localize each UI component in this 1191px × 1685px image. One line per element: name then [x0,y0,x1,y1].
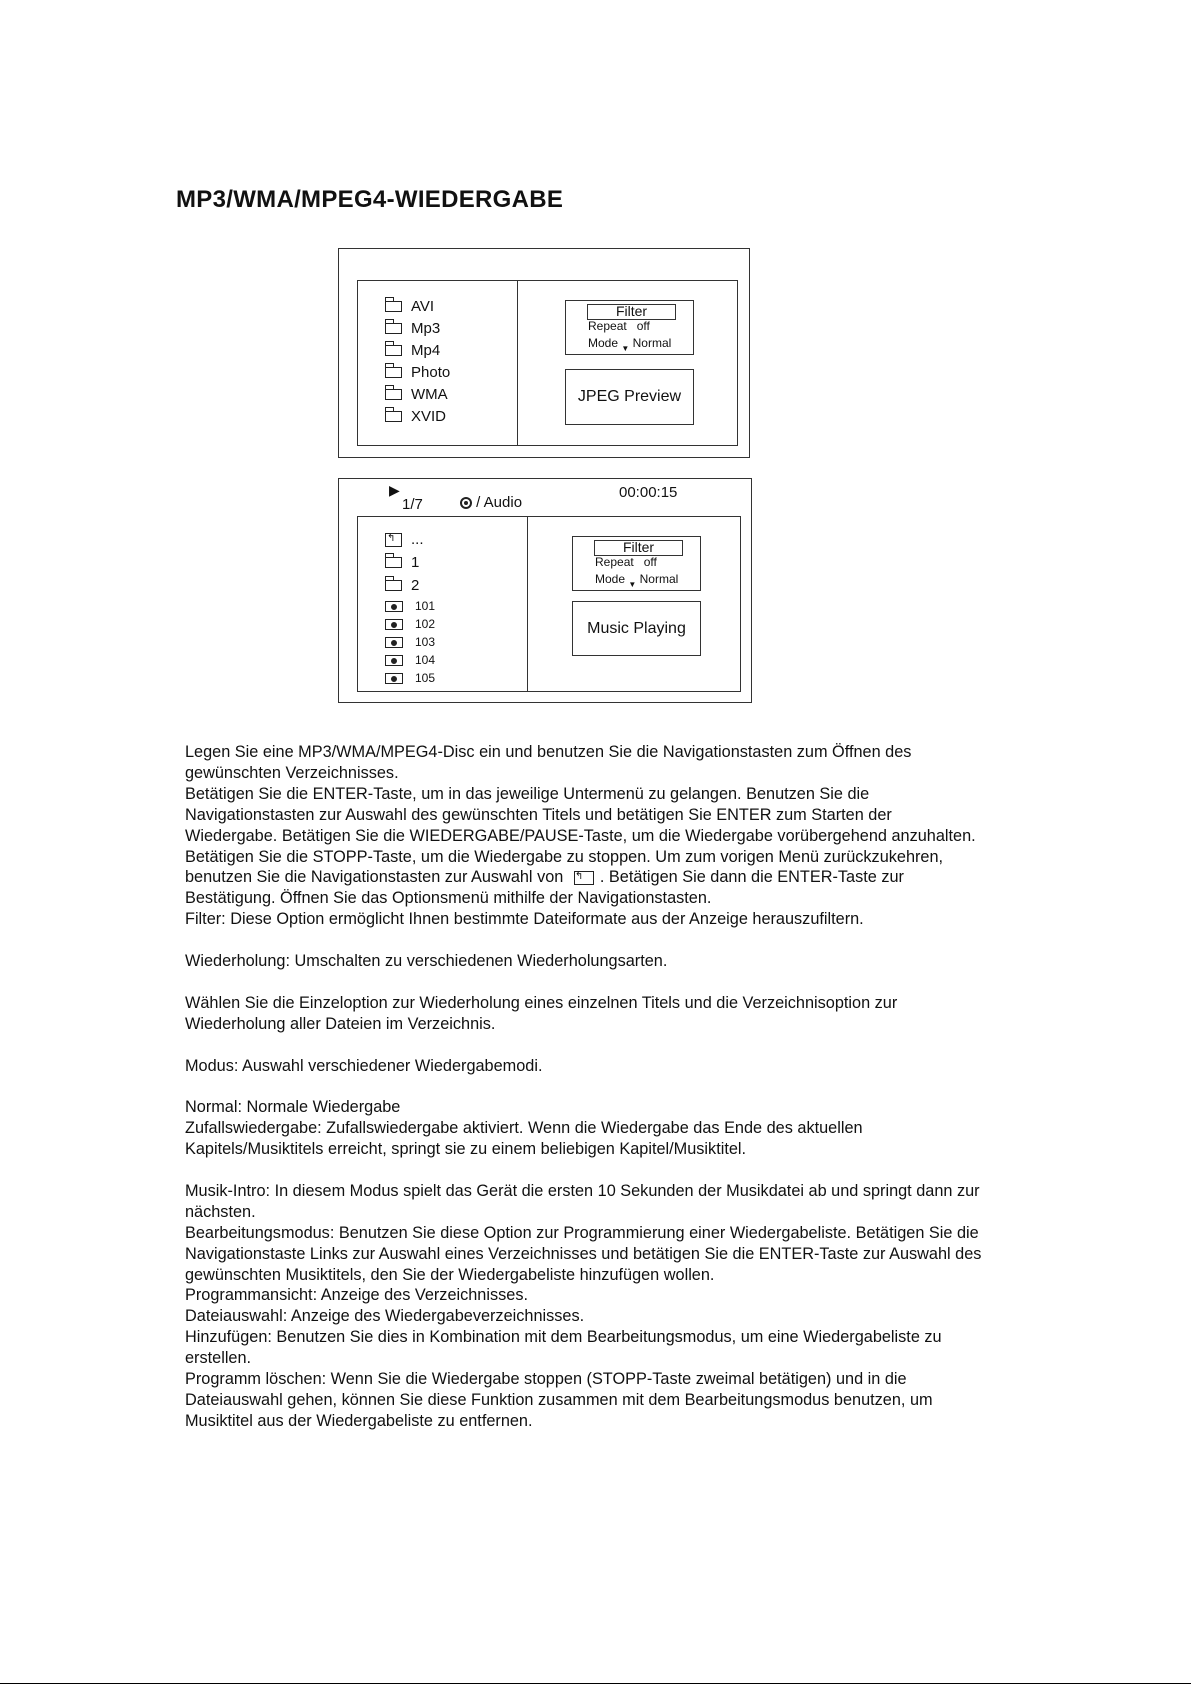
panel-divider [517,281,518,445]
screen-file-browser [338,248,750,458]
folder-icon [385,557,402,568]
jpeg-preview-box: JPEG Preview [565,369,694,425]
folder-icon [385,580,402,591]
folder-item[interactable]: Photo [385,364,450,381]
paragraph: Normal: Normale Wiedergabe [185,1098,401,1117]
folder-icon [385,345,402,356]
playback-time: 00:00:15 [619,484,678,501]
audio-file-icon [385,619,403,630]
music-playing-box: Music Playing [572,601,701,656]
track-item[interactable]: 104 [385,653,435,667]
folder-icon [385,367,402,378]
paragraph: Musik-Intro: In diesem Modus spielt das Gerät die ersten 10 Sekunden der Musikdatei ab und springt dann zur nächsten. [185,1181,980,1221]
track-item[interactable]: 102 [385,617,435,631]
instructions [185,742,985,1432]
paragraph: Zufallswiedergabe: Zufallswiedergabe aktiviert. Wenn die Wiedergabe das Ende des aktuellen Kapitels/Musiktitels erreicht, springt sie zu einem beliebigen Kapitel/Musiktitel. [185,1119,863,1159]
paragraph: Wiederholung: Umschalten zu verschiedenen Wiederholungsarten. [185,952,668,971]
panel-divider [527,517,528,691]
track-item[interactable]: 101 [385,599,435,613]
folder-icon [385,411,402,422]
folder-item[interactable]: AVI [385,298,434,315]
screen-music-playing [338,478,752,703]
paragraph: Wählen Sie die Einzeloption zur Wiederholung eines einzelnen Titels und die Verzeichnisoption zur Wiederholung aller Dateien im Verzeichnis. [185,993,898,1033]
paragraph: Betätigen Sie die ENTER-Taste, um in das jeweilige Untermenü zu gelangen. Benutzen Sie die Navigationstasten zur Auswahl des gewünschten Titels und betätigen Sie ENTER zum Starten der Wiedergabe. Betätigen Sie die WIEDERGABE/PAUSE-Taste, um die Wiedergabe vorübergehend anzuhalten. Betätigen Sie die STOPP-Taste, um die Wiedergabe zu stoppen. Um zum vorigen Menü zurückzukehren, benutzen Sie die Navigationstasten zur Auswahl von ↰ . Betätigen Sie dann die ENTER-Taste zur Bestätigung. Öffnen Sie das Optionsmenü mithilfe der Navigationstasten. [185,784,976,908]
paragraph: Filter: Diese Option ermöglicht Ihnen bestimmte Dateiformate aus der Anzeige herauszufiltern. [185,910,864,929]
paragraph: Modus: Auswahl verschiedener Wiedergabemodi. [185,1056,543,1075]
folder-item[interactable]: Mp4 [385,342,440,359]
paragraph: Hinzufügen: Benutzen Sie dies in Kombination mit dem Bearbeitungsmodus, um eine Wiedergabeliste zu erstellen. [185,1328,942,1368]
paragraph: Legen Sie eine MP3/WMA/MPEG4-Disc ein und benutzen Sie die Navigationstasten zum Öffnen des gewünschten Verzeichnisses. [185,743,912,782]
mode-option[interactable]: Mode $_▼$ Normal [595,572,679,589]
audio-file-icon [385,601,403,612]
folder-item[interactable]: WMA [385,386,448,403]
filter-button[interactable]: Filter [594,540,683,556]
folder-item[interactable]: 1 [385,554,419,571]
folder-item[interactable]: Mp3 [385,320,440,337]
folder-item[interactable]: XVID [385,408,446,425]
folder-icon [385,389,402,400]
track-counter: 1/7 [402,496,423,513]
up-folder-icon: ↰ [574,871,594,885]
options-box [565,300,694,355]
play-icon: ▶ [389,482,400,498]
caret-down-icon: ▼ [621,344,630,353]
browser-panel [357,280,738,446]
paragraph: Programm löschen: Wenn Sie die Wiedergabe stoppen (STOPP-Taste zweimal betätigen) und in die Dateiauswahl gehen, können Sie diese Funktion zusammen mit dem Bearbeitungsmodus benutzen, um Musiktitel aus der Wiedergabeliste zu entfernen. [185,1370,933,1430]
browser-panel [357,516,741,692]
mode-option[interactable]: Mode $_▼$ Normal [588,336,672,353]
page-title: MP3/WMA/MPEG4-WIEDERGABE [176,186,564,213]
folder-icon [385,323,402,334]
paragraph: Programmansicht: Anzeige des Verzeichnisses. [185,1286,528,1305]
options-box [572,536,701,591]
disc-icon [460,497,472,509]
filter-button[interactable]: Filter [587,304,676,320]
folder-item[interactable]: 2 [385,577,419,594]
audio-file-icon [385,673,403,684]
current-path: / Audio [460,494,522,511]
caret-down-icon: ▼ [628,580,637,589]
paragraph: Bearbeitungsmodus: Benutzen Sie diese Option zur Programmierung einer Wiedergabeliste. Betätigen Sie die Navigationstaste Links zur Auswahl eines Verzeichnisses und betätigen Sie die ENTER-Taste zur Auswahl des gewünschten Musiktitels, den Sie der Wiedergabeliste hinzufügen wollen. [185,1223,982,1284]
repeat-option[interactable]: Repeat off [595,555,657,569]
track-item[interactable]: 103 [385,635,435,649]
repeat-option[interactable]: Repeat off [588,319,650,333]
folder-icon [385,301,402,312]
up-folder-icon: ↰ [385,533,402,547]
paragraph: Dateiauswahl: Anzeige des Wiedergabeverzeichnisses. [185,1307,585,1326]
page-edge-line [0,1683,1191,1684]
track-item[interactable]: 105 [385,671,435,685]
audio-file-icon [385,637,403,648]
audio-file-icon [385,655,403,666]
parent-folder-item[interactable]: ↰ ... [387,531,424,548]
